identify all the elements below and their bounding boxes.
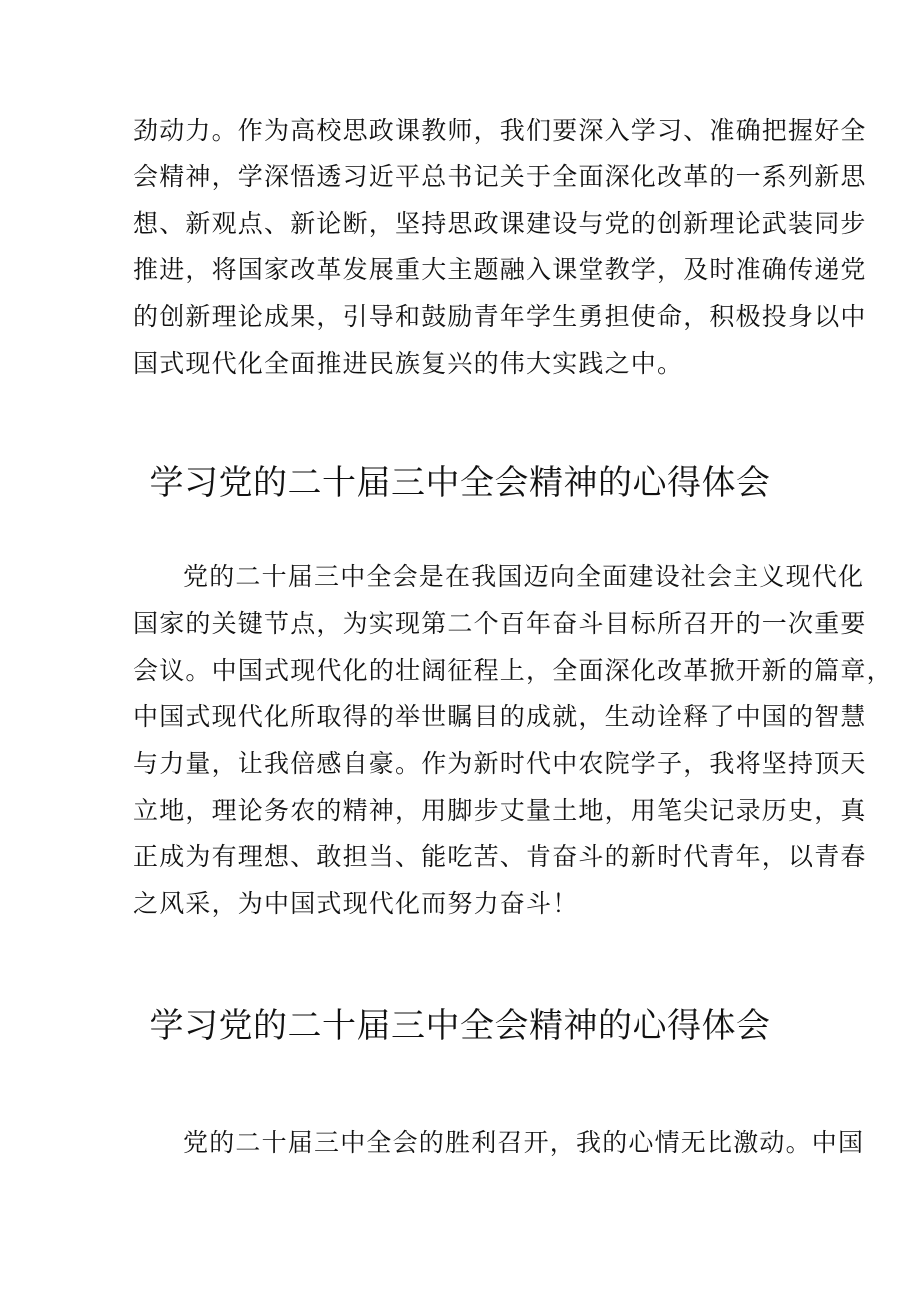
section-title: 学习党的二十届三中全会精神的心得体会 (149, 1006, 771, 1046)
paragraph-line: 国家的关键节点，为实现第二个百年奋斗目标所召开的一次重要 (133, 609, 867, 638)
paragraph-line: 的创新理论成果，引导和鼓励青年学生勇担使命，积极投身以中 (133, 302, 867, 331)
section-title: 学习党的二十届三中全会精神的心得体会 (149, 463, 771, 503)
paragraph-line: 推进，将国家改革发展重大主题融入课堂教学，及时准确传递党 (133, 255, 867, 284)
paragraph-line: 与力量，让我倍感自豪。作为新时代中农院学子，我将坚持顶天 (133, 749, 867, 778)
paragraph-line: 劲动力。作为高校思政课教师，我们要深入学习、准确把握好全 (133, 116, 867, 145)
paragraph-line: 党的二十届三中全会的胜利召开，我的心情无比激动。中国 (183, 1128, 865, 1157)
paragraph-line: 立地，理论务农的精神，用脚步丈量土地，用笔尖记录历史，真 (133, 796, 867, 825)
paragraph-line: 会议。中国式现代化的壮阔征程上，全面深化改革掀开新的篇章， (133, 656, 893, 685)
paragraph-line: 中国式现代化所取得的举世瞩目的成就，生动诠释了中国的智慧 (133, 702, 867, 731)
paragraph-line: 正成为有理想、敢担当、能吃苦、肯奋斗的新时代青年，以青春 (133, 842, 867, 871)
paragraph-line: 会精神，学深悟透习近平总书记关于全面深化改革的一系列新思 (133, 162, 867, 191)
paragraph-line: 国式现代化全面推进民族复兴的伟大实践之中。 (133, 349, 684, 378)
paragraph-line: 想、新观点、新论断，坚持思政课建设与党的创新理论武装同步 (133, 209, 867, 238)
paragraph-line: 党的二十届三中全会是在我国迈向全面建设社会主义现代化 (183, 562, 865, 591)
paragraph-line: 之风采，为中国式现代化而努力奋斗！ (133, 889, 579, 918)
